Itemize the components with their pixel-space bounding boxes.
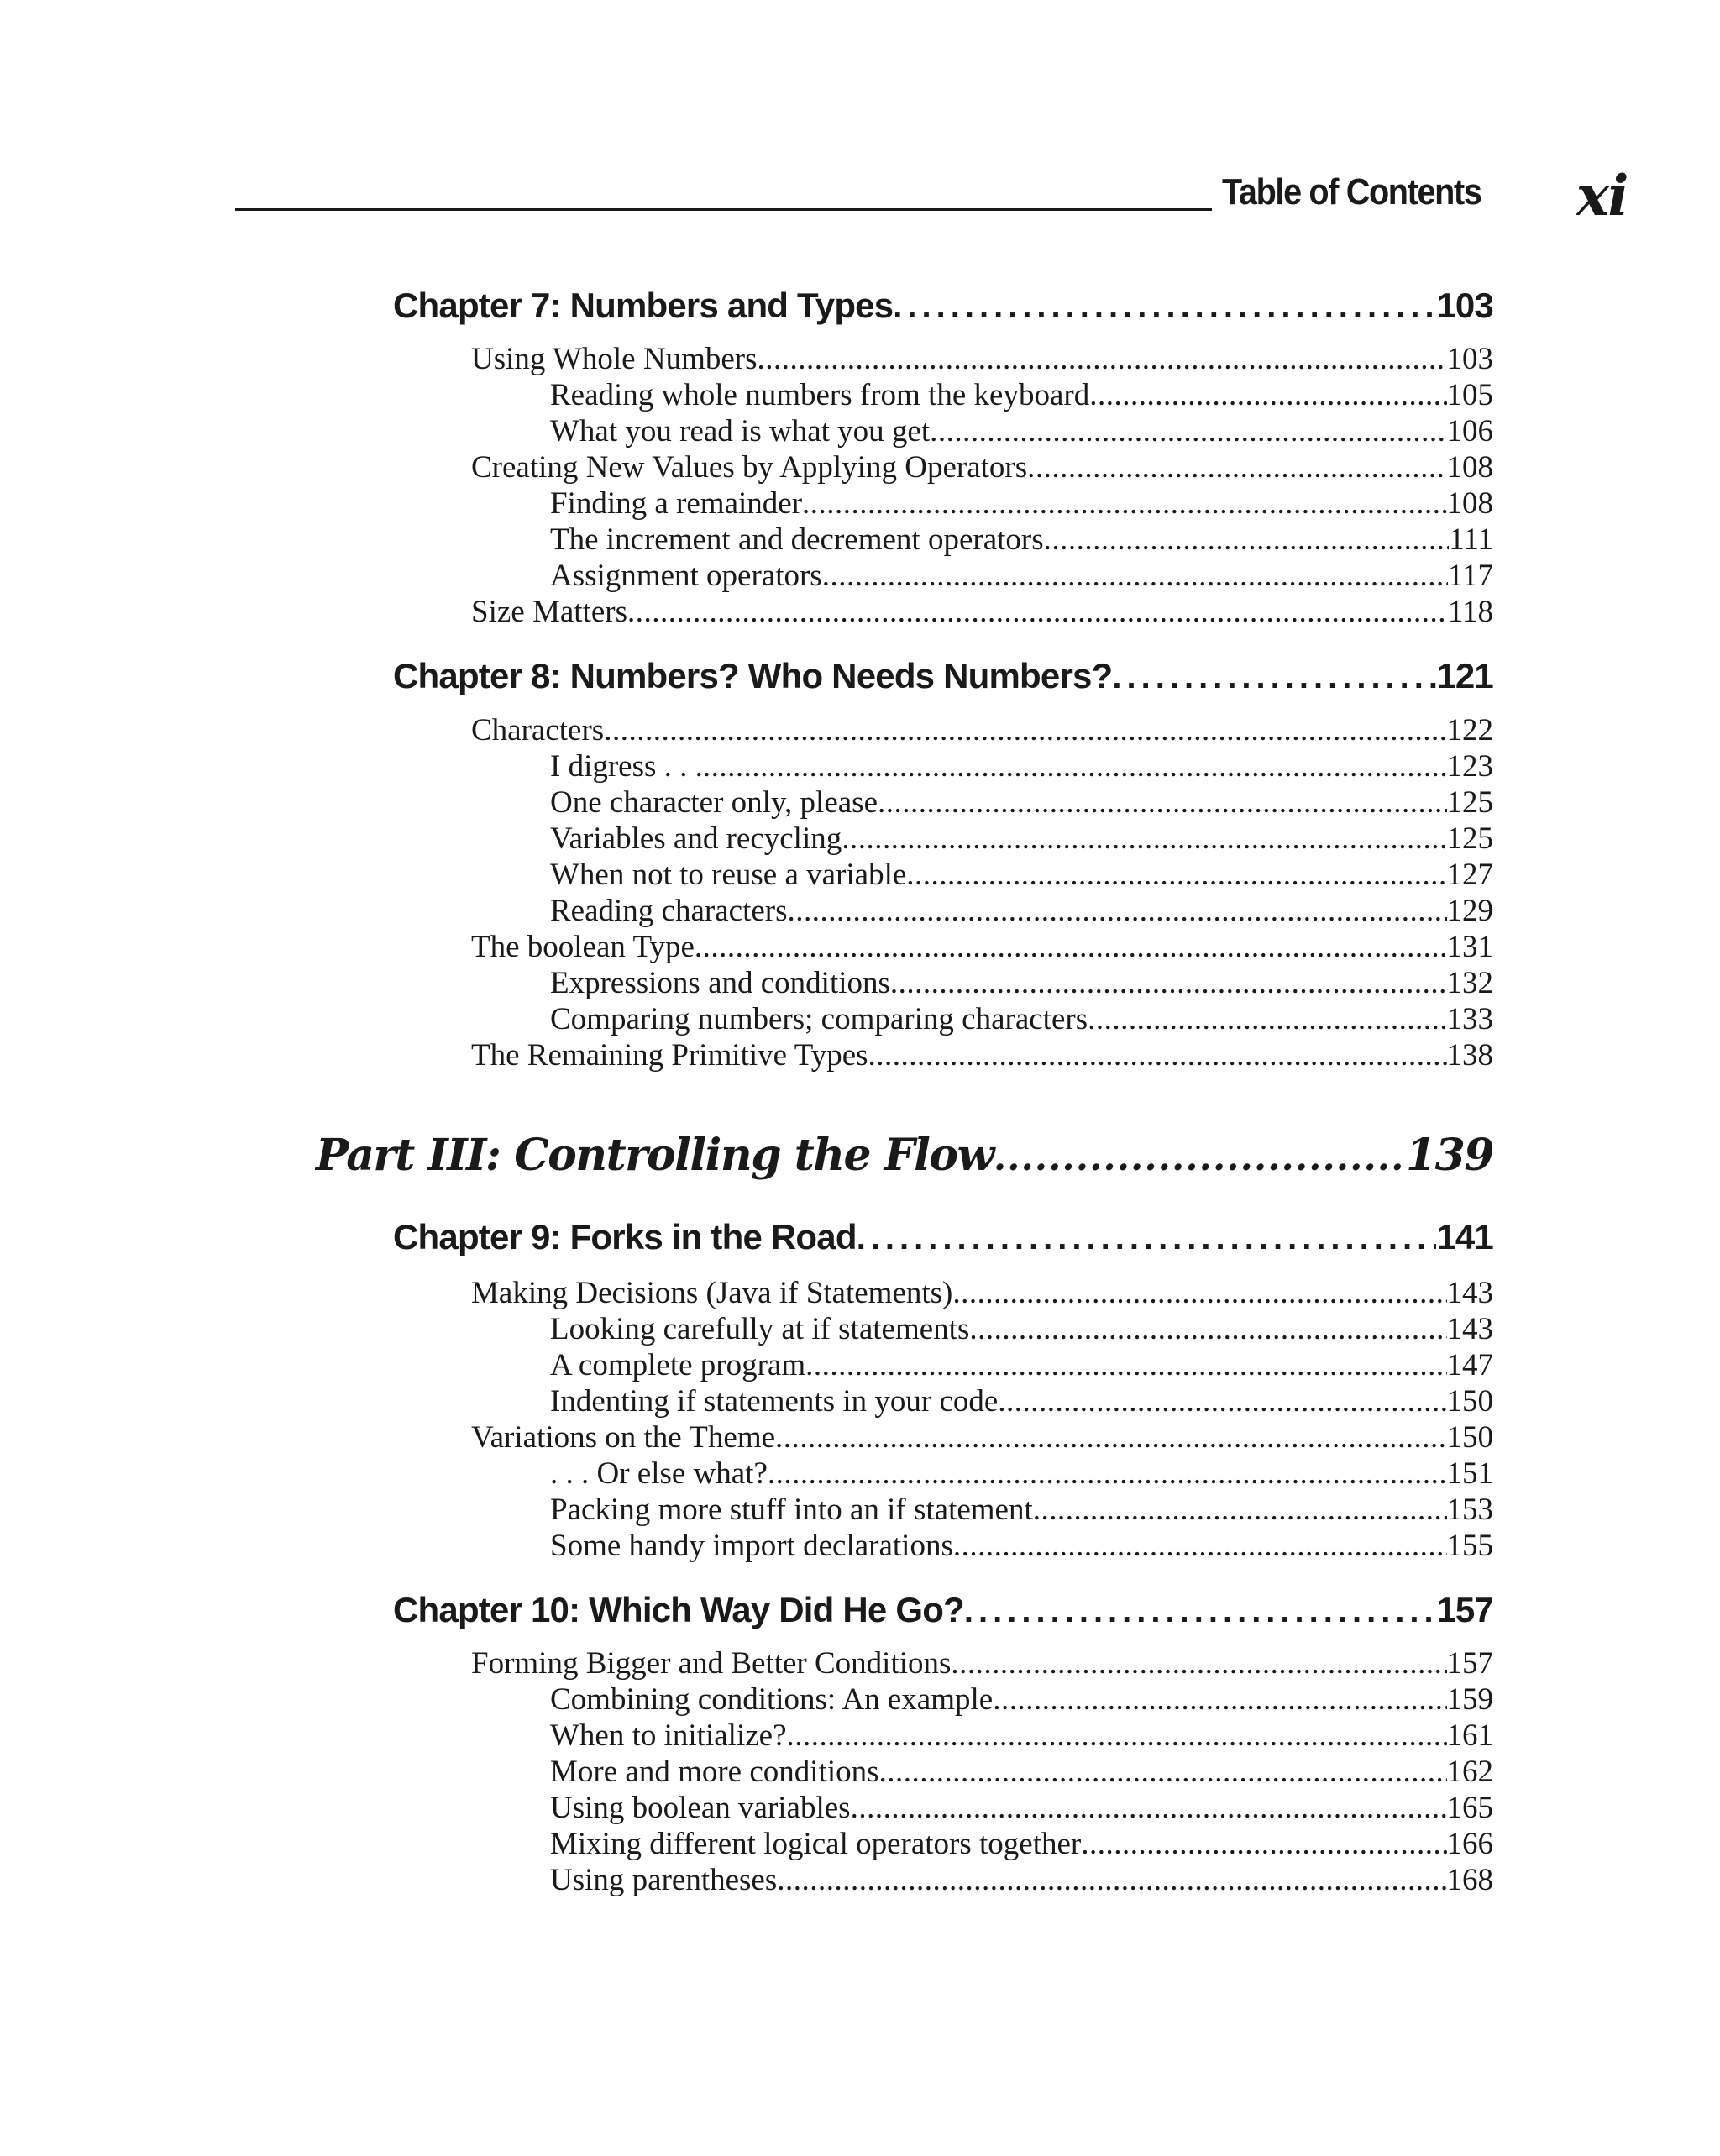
toc-entry (550, 784, 1493, 821)
toc-page-number: 106 (1446, 414, 1493, 449)
toc-entry (471, 1419, 1493, 1456)
toc-entry (550, 1826, 1493, 1862)
page-number: xi (1576, 163, 1628, 228)
toc-entry (550, 413, 1493, 449)
toc-page-number: 147 (1446, 1348, 1493, 1382)
toc-entry (550, 1311, 1493, 1347)
toc-title: Looking carefully at if statements (550, 1312, 970, 1346)
toc-title: The increment and decrement operators (550, 522, 1044, 557)
toc-page-number: 139 (1405, 1130, 1493, 1181)
toc-title: Combining conditions: An example (550, 1682, 994, 1717)
toc-entry (550, 1718, 1493, 1754)
toc-title: Characters (471, 713, 605, 748)
toc-page-number: 161 (1446, 1718, 1493, 1753)
toc-title: Comparing numbers; comparing characters (550, 1002, 1088, 1036)
dot-leader (805, 1347, 1446, 1383)
toc-entry (471, 712, 1493, 748)
toc-page-number: 155 (1446, 1529, 1493, 1563)
dot-leader (857, 1216, 1437, 1260)
dot-leader (787, 1718, 1447, 1754)
toc-title: When to initialize? (550, 1718, 787, 1753)
toc-part-heading (316, 1129, 1493, 1183)
toc-page-number: 157 (1436, 1590, 1493, 1629)
toc-page-number: 111 (1449, 522, 1493, 557)
toc-entry (471, 929, 1493, 965)
dot-leader (879, 1754, 1447, 1790)
toc-title: Variables and recycling (550, 821, 842, 856)
dot-leader (951, 1645, 1446, 1681)
dot-leader (1088, 1001, 1446, 1037)
dot-leader (906, 857, 1446, 893)
dot-leader (893, 285, 1436, 328)
toc-title: Some handy import declarations (550, 1529, 953, 1563)
toc-title: Indenting if statements in your code (550, 1384, 999, 1419)
dot-leader (802, 485, 1446, 522)
toc-page-number: 125 (1446, 821, 1493, 856)
toc-page-number: 122 (1446, 713, 1493, 748)
toc-entry (550, 1754, 1493, 1790)
dot-leader (842, 821, 1446, 857)
toc-title: Mixing different logical operators together (550, 1827, 1082, 1861)
toc-page-number: 150 (1446, 1384, 1493, 1419)
toc-entry (550, 748, 1493, 784)
toc-entry (550, 522, 1493, 558)
toc-page-number: 143 (1446, 1312, 1493, 1346)
toc-title: I digress . . . (550, 749, 703, 784)
toc-page-number: 108 (1446, 450, 1493, 485)
dot-leader (998, 1383, 1446, 1419)
toc-entry (550, 965, 1493, 1001)
toc-title: The boolean Type (471, 930, 695, 964)
toc-entry (471, 341, 1493, 377)
toc-page-number: 118 (1447, 595, 1493, 629)
toc-page-number: 103 (1436, 286, 1493, 325)
toc-page-number: 150 (1446, 1420, 1493, 1455)
toc-chapter-heading (393, 1588, 1493, 1632)
toc-page-number: 129 (1446, 894, 1493, 928)
toc-title: Chapter 10: Which Way Did He Go? (393, 1590, 964, 1629)
toc-title: Creating New Values by Applying Operators (471, 450, 1028, 485)
toc-entry (550, 1862, 1493, 1898)
toc-page-number: 117 (1447, 559, 1493, 593)
dot-leader (969, 1311, 1446, 1347)
toc-page-number: 108 (1446, 486, 1493, 521)
dot-leader (994, 1131, 1406, 1185)
toc-title: The Remaining Primitive Types (471, 1038, 868, 1073)
toc-entry (550, 1790, 1493, 1826)
toc-title: Chapter 9: Forks in the Road (393, 1217, 857, 1256)
dot-leader (1027, 449, 1446, 485)
toc-entry (471, 1275, 1493, 1311)
dot-leader (1081, 1826, 1446, 1862)
dot-leader (993, 1681, 1446, 1718)
dot-leader (878, 784, 1447, 821)
dot-leader (1033, 1492, 1447, 1528)
toc-title: Chapter 7: Numbers and Types (393, 286, 894, 325)
toc-chapter-heading (393, 654, 1493, 698)
toc-page-number: 131 (1446, 930, 1493, 964)
dot-leader (627, 594, 1448, 630)
dot-leader (703, 748, 1447, 784)
toc-entry (550, 485, 1493, 522)
toc-title: What you read is what you get (550, 414, 931, 449)
toc-page-number: 153 (1446, 1492, 1493, 1527)
toc-page-number: 132 (1446, 966, 1493, 1000)
toc-title: One character only, please (550, 785, 878, 820)
toc-page-number: 105 (1446, 378, 1493, 412)
toc-title: Size Matters (471, 595, 627, 629)
toc-entry (550, 377, 1493, 413)
toc-title: Forming Bigger and Better Conditions (471, 1646, 952, 1681)
toc-title: Variations on the Theme (471, 1420, 776, 1455)
dot-leader (604, 712, 1446, 748)
dot-leader (777, 1862, 1446, 1898)
toc-page-number: 138 (1446, 1038, 1493, 1073)
toc-title: Packing more stuff into an if statement (550, 1492, 1033, 1527)
toc-page-number: 166 (1446, 1827, 1493, 1861)
toc-entry (550, 1492, 1493, 1528)
toc-title: A complete program (550, 1348, 806, 1382)
toc-page-number: 127 (1446, 858, 1493, 892)
dot-leader (788, 893, 1447, 929)
toc-title: Reading characters (550, 894, 788, 928)
dot-leader (822, 558, 1448, 594)
toc-entry (471, 1037, 1493, 1073)
toc-entry (550, 558, 1493, 594)
toc-entry (471, 594, 1493, 630)
toc-title: Using Whole Numbers (471, 342, 758, 376)
toc-page-number: 157 (1446, 1646, 1493, 1681)
dot-leader (695, 929, 1447, 965)
toc-entry (550, 821, 1493, 857)
toc-page-number: 141 (1436, 1217, 1493, 1256)
toc-page-number: 143 (1446, 1276, 1493, 1310)
toc-page-number: 151 (1446, 1456, 1493, 1491)
toc-title: When not to reuse a variable (550, 858, 907, 892)
toc-page-number: 159 (1446, 1682, 1493, 1717)
dot-leader (930, 413, 1446, 449)
toc-title: Finding a remainder (550, 486, 803, 521)
header-title: Table of Contents (1222, 171, 1481, 212)
toc-page-number: 168 (1446, 1863, 1493, 1897)
dot-leader (953, 1528, 1447, 1564)
toc-title: Chapter 8: Numbers? Who Needs Numbers? (393, 656, 1113, 695)
toc-page-number: 103 (1446, 342, 1493, 376)
toc-entry (550, 1528, 1493, 1564)
toc-entry (550, 893, 1493, 929)
toc-entry (550, 1681, 1493, 1718)
toc-entry (550, 1001, 1493, 1037)
toc-chapter-heading (393, 1215, 1493, 1259)
toc-entry (550, 1347, 1493, 1383)
toc-title: Part III: Controlling the Flow (316, 1130, 994, 1181)
toc-page-number: 162 (1446, 1755, 1493, 1789)
dot-leader (964, 1589, 1436, 1633)
dot-leader (868, 1037, 1447, 1073)
toc-title: Expressions and conditions (550, 966, 890, 1000)
dot-leader (1044, 522, 1450, 558)
dot-leader (758, 341, 1447, 377)
toc-entry (471, 449, 1493, 485)
toc-title: Reading whole numbers from the keyboard (550, 378, 1090, 412)
toc-page-number: 125 (1446, 785, 1493, 820)
dot-leader (1089, 377, 1446, 413)
dot-leader (768, 1456, 1447, 1492)
toc-page-number: 123 (1446, 749, 1493, 784)
toc-entry (550, 857, 1493, 893)
toc-page-number: 165 (1446, 1791, 1493, 1825)
toc-title: Making Decisions (Java if Statements) (471, 1276, 953, 1310)
dot-leader (1112, 655, 1436, 699)
toc-title: . . . Or else what? (550, 1456, 768, 1491)
toc-chapter-heading (393, 284, 1493, 328)
toc-title: More and more conditions (550, 1755, 879, 1789)
dot-leader (952, 1275, 1446, 1311)
toc-page-number: 121 (1436, 656, 1493, 695)
toc-page-number: 133 (1446, 1002, 1493, 1036)
toc-entry (550, 1383, 1493, 1419)
toc-entry (550, 1456, 1493, 1492)
toc-title: Using boolean variables (550, 1791, 851, 1825)
toc-entry (471, 1645, 1493, 1681)
dot-leader (890, 965, 1447, 1001)
toc-title: Using parentheses (550, 1863, 778, 1897)
dot-leader (775, 1419, 1446, 1456)
dot-leader (851, 1790, 1447, 1826)
toc-title: Assignment operators (550, 559, 822, 593)
